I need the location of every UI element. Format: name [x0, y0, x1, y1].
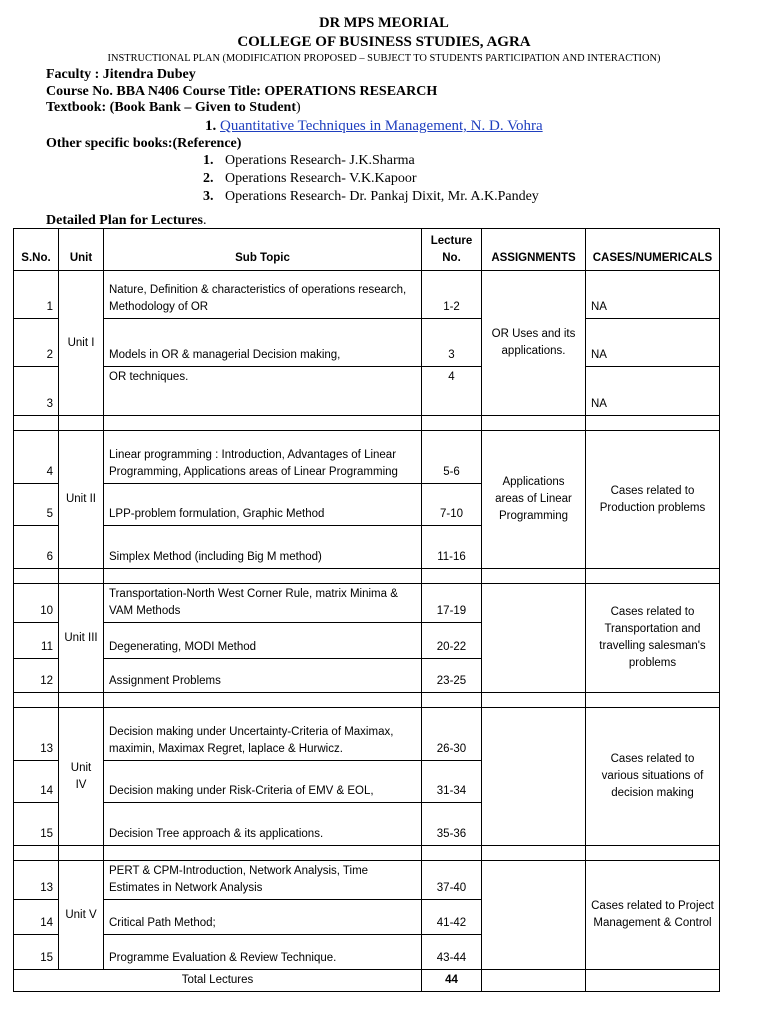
header-sno: S.No. — [14, 229, 59, 271]
reference-number: 1. — [203, 153, 214, 168]
detailed-plan-label — [46, 213, 206, 229]
subtopic-cell: Assignment Problems — [104, 659, 422, 693]
lecture-cell: 31-34 — [422, 761, 482, 803]
sno-cell: 14 — [14, 761, 59, 803]
reference-item — [203, 189, 539, 205]
table-row — [14, 271, 720, 319]
lecture-cell: 3 — [422, 319, 482, 367]
table-row — [14, 584, 720, 623]
textbook-end: ) — [296, 100, 301, 115]
sno-cell: 15 — [14, 935, 59, 970]
other-books-label: Other specific books:(Reference) — [46, 136, 242, 151]
sno-cell: 6 — [14, 526, 59, 569]
college-name-line1: DR MPS MEORIAL — [319, 15, 449, 31]
lecture-plan-table — [13, 228, 720, 992]
sno-cell: 10 — [14, 584, 59, 623]
unit-cell: Unit III — [59, 584, 104, 693]
detailed-plan-dot: . — [202, 213, 207, 228]
header-assignments: ASSIGNMENTS — [482, 229, 586, 271]
subtopic-cell: Decision making under Risk-Criteria of EMV & EOL, — [104, 761, 422, 803]
case-cell: NA — [586, 271, 720, 319]
lecture-cell: 35-36 — [422, 803, 482, 846]
sno-cell: 5 — [14, 484, 59, 526]
reference-text: Operations Research- V.K.Kapoor — [225, 171, 417, 186]
subtopic-cell: PERT & CPM-Introduction, Network Analysis, Time Estimates in Network Analysis — [104, 861, 422, 900]
faculty-line: Faculty : Jitendra Dubey — [46, 67, 196, 82]
case-cell: Cases related to Transportation and travelling salesman's problems — [586, 584, 720, 693]
lecture-cell: 5-6 — [422, 431, 482, 484]
case-cell: Cases related to Project Management & Control — [586, 861, 720, 970]
unit-cell: Unit V — [59, 861, 104, 970]
header-cases: CASES/NUMERICALS — [586, 229, 720, 271]
subtopic-cell: Simplex Method (including Big M method) — [104, 526, 422, 569]
table-row — [14, 708, 720, 761]
sno-cell: 14 — [14, 900, 59, 935]
lecture-cell: 43-44 — [422, 935, 482, 970]
subtopic-cell: Transportation-North West Corner Rule, matrix Minima & VAM Methods — [104, 584, 422, 623]
case-cell: Cases related to Production problems — [586, 431, 720, 569]
sno-cell: 13 — [14, 708, 59, 761]
table-header-row — [14, 229, 720, 271]
textbook-source: Book Bank – Given to Student — [114, 100, 296, 115]
subtopic-cell: Programme Evaluation & Review Technique. — [104, 935, 422, 970]
total-empty-cell — [482, 970, 586, 992]
sno-cell: 11 — [14, 623, 59, 659]
subtopic-cell: Critical Path Method; — [104, 900, 422, 935]
table-row — [14, 431, 720, 484]
total-value: 44 — [422, 970, 482, 992]
header-lecture: Lecture No. — [422, 229, 482, 271]
reference-item — [203, 153, 415, 169]
total-empty-cell — [586, 970, 720, 992]
header-unit: Unit — [59, 229, 104, 271]
reference-number: 2. — [203, 171, 214, 186]
subtopic-cell: Decision making under Uncertainty-Criteria of Maximax, maximin, Maximax Regret, laplace & Hurwicz. — [104, 708, 422, 761]
subtopic-cell: Degenerating, MODI Method — [104, 623, 422, 659]
lecture-cell: 23-25 — [422, 659, 482, 693]
spacer-row — [14, 569, 720, 584]
assignment-cell — [482, 708, 586, 846]
total-label: Total Lectures — [14, 970, 422, 992]
reference-text: Operations Research- J.K.Sharma — [225, 153, 415, 168]
sno-cell: 1 — [14, 271, 59, 319]
lecture-cell: 1-2 — [422, 271, 482, 319]
lecture-cell: 41-42 — [422, 900, 482, 935]
sno-cell: 13 — [14, 861, 59, 900]
subtopic-cell: Models in OR & managerial Decision making, — [104, 319, 422, 367]
table-row — [14, 861, 720, 900]
main-textbook-number: 1. — [205, 118, 217, 134]
sno-cell: 12 — [14, 659, 59, 693]
unit-cell: Unit IV — [59, 708, 104, 846]
subtopic-cell: LPP-problem formulation, Graphic Method — [104, 484, 422, 526]
table-row — [14, 319, 720, 367]
total-row — [14, 970, 720, 992]
subtopic-cell: Nature, Definition & characteristics of operations research, Methodology of OR — [104, 271, 422, 319]
lecture-cell: 37-40 — [422, 861, 482, 900]
case-cell: NA — [586, 367, 720, 416]
assignment-cell — [482, 861, 586, 970]
lecture-cell: 11-16 — [422, 526, 482, 569]
spacer-row — [14, 693, 720, 708]
lecture-cell: 17-19 — [422, 584, 482, 623]
textbook-label: Textbook: ( — [46, 100, 115, 115]
sno-cell: 15 — [14, 803, 59, 846]
spacer-row — [14, 846, 720, 861]
subtopic-cell: Linear programming : Introduction, Advantages of Linear Programming, Applications areas of Linear Programming — [104, 431, 422, 484]
lecture-cell: 26-30 — [422, 708, 482, 761]
spacer-row — [14, 416, 720, 431]
table-row — [14, 367, 720, 416]
subtopic-cell: OR techniques. — [104, 367, 422, 416]
case-cell: Cases related to various situations of decision making — [586, 708, 720, 846]
header-subtopic: Sub Topic — [104, 229, 422, 271]
sno-cell: 2 — [14, 319, 59, 367]
instructional-plan-title: INSTRUCTIONAL PLAN (MODIFICATION PROPOSED – SUBJECT TO STUDENTS PARTICIPATION AND INTERACTION) — [107, 53, 661, 64]
subtopic-cell: Decision Tree approach & its applications. — [104, 803, 422, 846]
course-line: Course No. BBA N406 Course Title: OPERATIONS RESEARCH — [46, 84, 438, 99]
unit-cell: Unit II — [59, 431, 104, 569]
college-name-line2: COLLEGE OF BUSINESS STUDIES, AGRA — [237, 34, 531, 50]
main-textbook — [205, 118, 543, 135]
sno-cell: 4 — [14, 431, 59, 484]
main-textbook-link[interactable]: Quantitative Techniques in Management, N. D. Vohra — [220, 118, 543, 134]
assignment-cell — [482, 584, 586, 693]
reference-item — [203, 171, 417, 187]
lecture-cell: 4 — [422, 367, 482, 416]
lecture-cell: 7-10 — [422, 484, 482, 526]
detailed-plan-text: Detailed Plan for Lectures — [46, 213, 203, 228]
reference-number: 3. — [203, 189, 214, 204]
case-cell: NA — [586, 319, 720, 367]
textbook-line — [46, 100, 301, 116]
unit-cell: Unit I — [59, 271, 104, 416]
lecture-cell: 20-22 — [422, 623, 482, 659]
sno-cell: 3 — [14, 367, 59, 416]
assignment-cell: Applications areas of Linear Programming — [482, 431, 586, 569]
reference-text: Operations Research- Dr. Pankaj Dixit, Mr. A.K.Pandey — [225, 189, 539, 204]
assignment-cell: OR Uses and its applications. — [482, 271, 586, 416]
